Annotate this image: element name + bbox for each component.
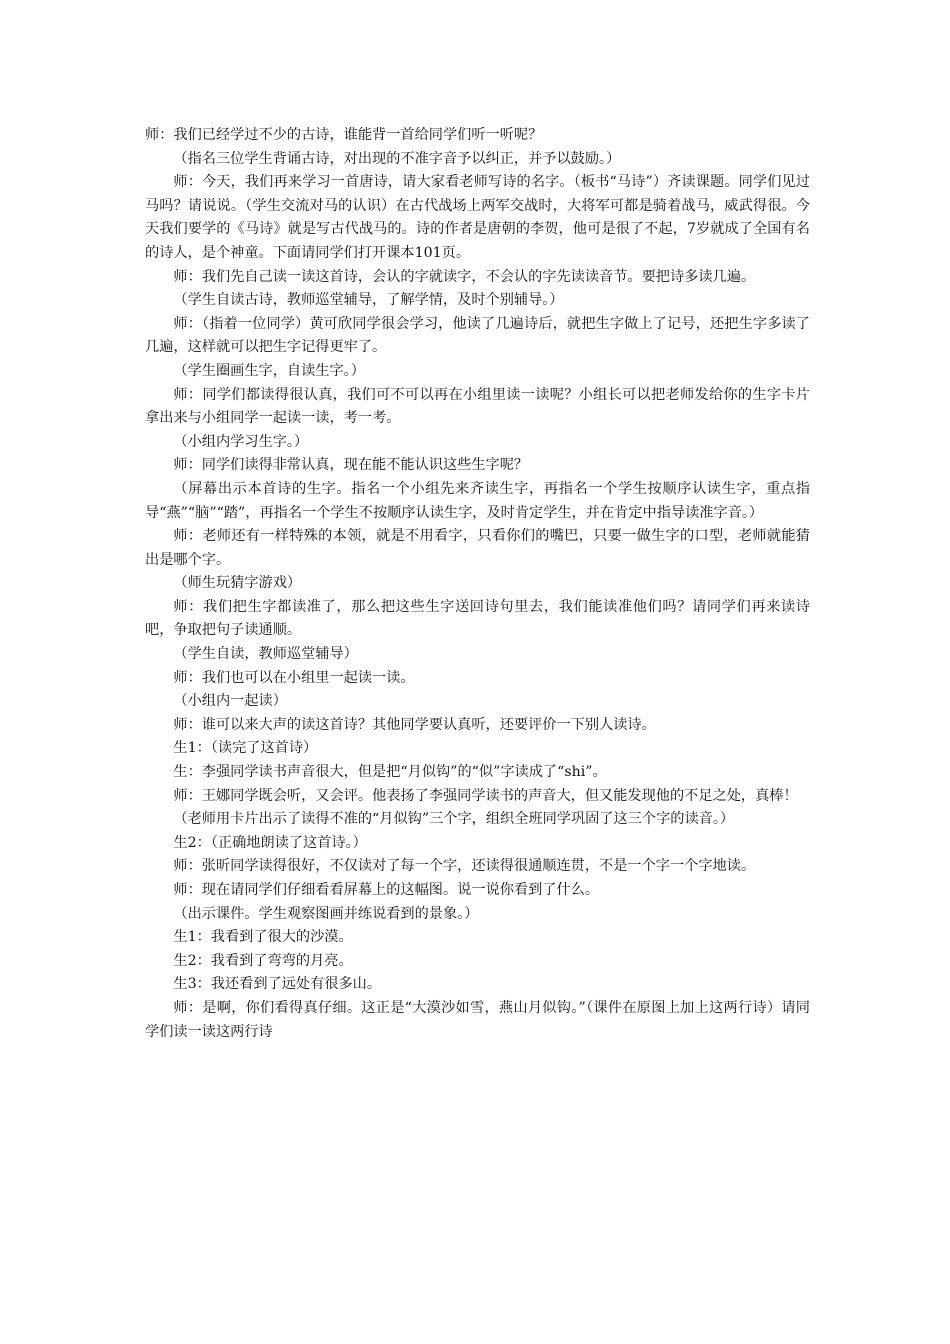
paragraph-1: 师：我们已经学过不少的古诗，谁能背一首给同学们听一听呢？ [145, 127, 543, 143]
paragraph-3: 师：今天，我们再来学习一首唐诗，请大家看老师写诗的名字。（板书“马诗”）齐读课题。同学们见过马吗？请说说。（学生交流对马的认识）在古代战场上两军交战时，大将军可都是骑着战马，威武得很。今天我们要学的《马诗》就是写古代战马的。诗的作者是唐朝的李贺，他可是很了不起，7岁就成了全国有名的诗人，是个神童。下面请同学们打开课本101页。 [145, 174, 810, 261]
paragraph-26: （出示课件。学生观察图画并练说看到的景象。） [173, 905, 479, 922]
paragraph-20: 生：李强同学读书声音很大，但是把“月似钩”的“似”字读成了“shi”。 [173, 764, 607, 781]
paragraph-16: 师：我们也可以在小组里一起读一读。 [173, 669, 415, 686]
paragraph-8: 师：同学们都读得很认真，我们可不可以再在小组里读一读呢？小组长可以把老师发给你的生字卡片拿出来与小组同学一起读一读，考一考。 [145, 386, 810, 427]
paragraph-25: 师：现在请同学们仔细看看屏幕上的这幅图。说一说你看到了什么。 [173, 882, 600, 898]
paragraph-19: 生1：（读完了这首诗） [173, 740, 318, 757]
paragraph-30: 师：是啊，你们看得真仔细。这正是“大漠沙如雪，燕山月似钩。”（课件在原图上加上这两行诗）请同学们读一读这两行诗 [145, 999, 810, 1040]
paragraph-14: 师：我们把生字都读准了，那么把这些生字送回诗句里去，我们能读准他们吗？请同学们再来读诗吧，争取把句子读通顺。 [145, 598, 810, 639]
paragraph-6: 师：（指着一位同学）黄可欣同学很会学习，他读了几遍诗后，就把生字做上了记号，还把生字多读了几遍，这样就可以把生字记得更牢了。 [145, 315, 810, 356]
lesson-transcript [145, 124, 810, 1044]
paragraph-4: 师：我们先自己读一读这首诗，会认的字就读字，不会认的字先读读音节。要把诗多读几遍。 [173, 268, 756, 285]
paragraph-17: （小组内一起读） [173, 693, 287, 710]
paragraph-22: （老师用卡片出示了读得不准的“月似钩”三个字，组织全班同学巩固了这三个字的读音。） [173, 811, 735, 828]
paragraph-13: （师生玩猜字游戏） [173, 575, 302, 592]
paragraph-23: 生2：（正确地朗读了这首诗。） [173, 834, 367, 851]
paragraph-10: 师：同学们读得非常认真，现在能不能认识这些生字呢？ [173, 457, 529, 474]
paragraph-28: 生2：我看到了弯弯的月亮。 [173, 952, 353, 969]
paragraph-9: （小组内学习生字。） [173, 433, 309, 450]
paragraph-7: （学生圈画生字，自读生字。） [173, 362, 365, 379]
paragraph-12: 师：老师还有一样特殊的本领，就是不用看字，只看你们的嘴巴，只要一做生字的口型，老师就能猜出是哪个字。 [145, 528, 810, 568]
paragraph-15: （学生自读，教师巡堂辅导） [173, 646, 358, 663]
paragraph-11: （屏幕出示本首诗的生字。指名一个小组先来齐读生字，再指名一个学生按顺序认读生字，重点指导“燕”“脑”“踏”，再指名一个学生不按顺序认读生字，及时肯定学生，并在肯定中指导读准字音。） [145, 480, 810, 521]
paragraph-27: 生1：我看到了很大的沙漠。 [173, 929, 353, 946]
paragraph-21: 师：王娜同学既会听，又会评。他表扬了李强同学读书的声音大，但又能发现他的不足之处，真棒！ [173, 787, 798, 804]
paragraph-5: （学生自读古诗，教师巡堂辅导，了解学情，及时个别辅导。） [173, 292, 564, 309]
paragraph-24: 师：张昕同学读得很好，不仅读对了每一个字，还读得很通顺连贯，不是一个字一个字地读。 [173, 858, 756, 875]
paragraph-18: 师：谁可以来大声的读这首诗？其他同学要认真听，还要评价一下别人读诗。 [173, 716, 656, 733]
paragraph-29: 生3：我还看到了远处有很多山。 [173, 976, 382, 993]
paragraph-2: （指名三位学生背诵古诗，对出现的不准字音予以纠正，并予以鼓励。） [173, 150, 621, 167]
